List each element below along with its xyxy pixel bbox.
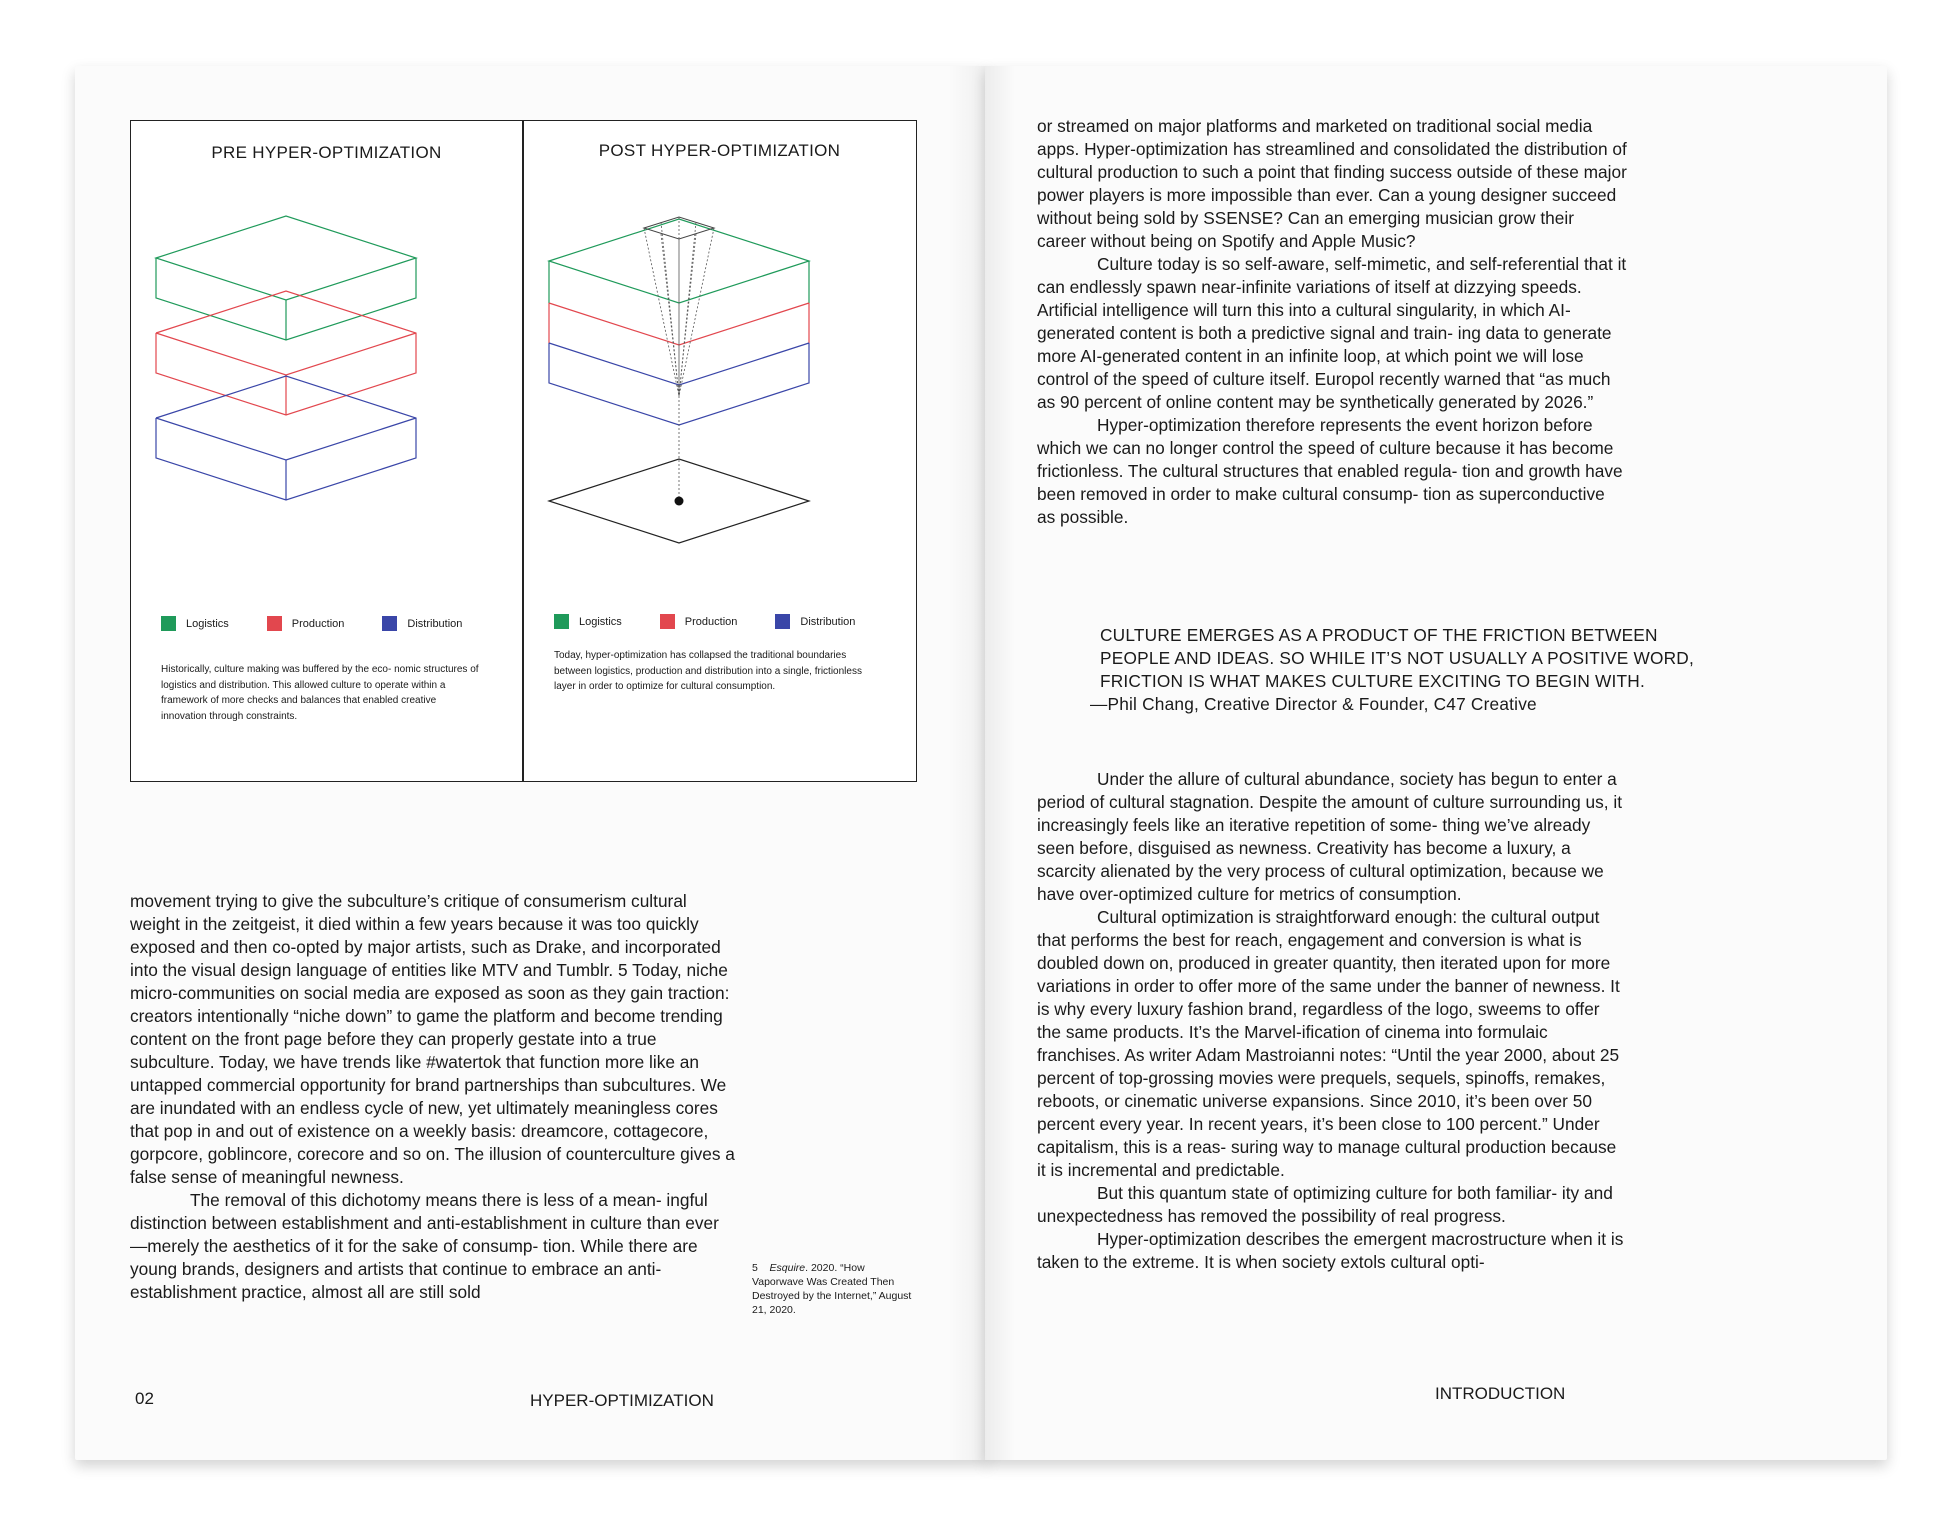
legend-item-logistics — [554, 614, 622, 629]
diagram-figure — [130, 120, 917, 782]
footnote-text: . 2020. “How Vaporwave Was Created Then Destroyed by the Internet,” August 21, 2020. — [752, 1262, 912, 1316]
page-number: 02 — [135, 1389, 154, 1408]
paragraph: The removal of this dichotomy means there is less of a mean- ingful distinction between establishment and anti-establishment in culture than ever—merely the aesthetics of it for the sake of consump- tion. While there are young brands, designers and artists that continue to embrace an anti-establishment practice, almost all are still sold — [130, 1190, 719, 1302]
running-head: INTRODUCTION — [1435, 1384, 1566, 1403]
legend-item-production — [660, 614, 738, 629]
legend-item-logistics — [161, 616, 229, 631]
paragraph: movement trying to give the subculture’s critique of consumerism cultural weight in the zeitgeist, it died within a few years because it was too quickly exposed and then co-opted by major artists, such as Drake, and incorporated into the visual design language of entities like MTV and Tumblr. 5 Today, niche micro-communities on social media are exposed as soon as they gain traction: creators intentionally “niche down” to game the platform and become trending content on the front page before they can properly gestate into a true subculture. Today, we have trends like #watertok that function more like an untapped commercial opportunity for brand partnerships than subcultures. We are inundated with an endless cycle of new, yet ultimately meaningless cores that pop in and out of existence on a weekly basis: dreamcore, cottagecore, gorpcore, goblincore, corecore and so on. The illusion of counterculture gives a false sense of meaningful newness. — [130, 891, 735, 1187]
legend-label: Logistics — [579, 615, 622, 628]
post-panel — [524, 121, 915, 781]
paragraph: Hyper-optimization therefore represents the event horizon before which we can no longer control the speed of culture because it has become frictionless. The cultural structures that enabled regula- tion and growth have been removed in order to make cultural consump- tion as superconductive as possible. — [1037, 415, 1623, 527]
pull-quote-line: PEOPLE AND IDEAS. SO WHILE IT’S NOT USUALLY A POSITIVE WORD, — [1100, 648, 1694, 668]
gutter-shadow — [985, 66, 1015, 1460]
post-legend — [554, 614, 893, 629]
funnel-lines — [644, 217, 714, 499]
legend-label: Distribution — [407, 617, 463, 630]
legend-label: Distribution — [800, 615, 856, 628]
pre-panel — [131, 121, 522, 781]
paragraph: Cultural optimization is straightforward enough: the cultural output that performs the best for reach, engagement and conversion is what is doubled down on, produced in greater quantity, then iterated upon for more variations in order to offer more of the same under the banner of newness. It is why every luxury fashion brand, regardless of the logo, sweems to offer the same products. It’s the Marvel-ification of cinema into formulaic franchises. As writer Adam Mastroianni notes: “Until the year 2000, about 25 percent of top-grossing movies were prequels, sequels, spinoffs, remakes, reboots, or cinematic universe expansions. Since 2010, it’s been over 50 percent every year. In recent years, it’s been close to 100 percent.” Under capitalism, this is a reas- suring way to manage cultural production because it is incremental and predictable. — [1037, 907, 1620, 1180]
right-page — [985, 66, 1887, 1460]
post-caption: Today, hyper-optimization has collapsed the traditional boundaries between logistics, production and distribution into a single, frictionless layer in order to optimize for cultural consumption. — [554, 650, 862, 693]
running-head: HYPER-OPTIMIZATION — [530, 1391, 714, 1410]
footnote-number: 5 — [752, 1262, 758, 1274]
legend-item-production — [267, 616, 345, 631]
footnote-source: Esquire — [769, 1262, 806, 1274]
left-page — [75, 66, 988, 1460]
legend-item-distribution — [382, 616, 462, 631]
paragraph: Under the allure of cultural abundance, society has begun to enter a period of cultural stagnation. Despite the amount of culture surrounding us, it increasingly feels like an iterative repetition of some- thing we’ve already seen before, disguised as newness. Creativity has become a luxury, a scarcity alienated by the very process of cultural optimization, because we have over-optimized culture for metrics of consumption. — [1037, 769, 1623, 904]
pre-panel-title: PRE HYPER-OPTIMIZATION — [211, 143, 442, 162]
pre-caption: Historically, culture making was buffered by the eco- nomic structures of logistics and distribution. This allowed culture to operate within a framework of more checks and balances that enabled creative innovation through constraints. — [161, 664, 479, 722]
pre-legend — [161, 616, 500, 631]
logistics-swatch — [161, 616, 176, 631]
footnote — [752, 1261, 912, 1317]
legend-label: Production — [684, 615, 738, 628]
pre-logistics-layer — [156, 216, 416, 340]
pre-layers-diagram — [131, 121, 522, 581]
legend-label: Production — [291, 617, 345, 630]
legend-label: Logistics — [186, 617, 229, 630]
singularity-point — [675, 497, 684, 506]
paragraph: Culture today is so self-aware, self-mimetic, and self-referential that it can endlessly spawn near-infinite variations of itself at dizzying speeds. Artificial intelligence will turn this into a cultural singularity, in which AI-generated content is both a predictive signal and train- ing data to generate more AI-generated content in an infinite loop, at which point we will lose control of the speed of culture itself. Europol recently warned that “as much as 90 percent of online content may be synthetically generated by 2026.” — [1037, 254, 1627, 412]
pull-quote — [1090, 624, 1694, 716]
pull-quote-line: CULTURE EMERGES AS A PRODUCT OF THE FRICTION BETWEEN — [1100, 625, 1658, 645]
gutter-shadow — [948, 66, 988, 1460]
right-body-text-top — [1037, 115, 1627, 529]
pull-quote-attribution: —Phil Chang, Creative Director & Founder, C47 Creative — [1090, 694, 1537, 714]
production-swatch — [660, 614, 675, 629]
production-swatch — [267, 616, 282, 631]
legend-item-distribution — [775, 614, 855, 629]
distribution-swatch — [382, 616, 397, 631]
logistics-swatch — [554, 614, 569, 629]
post-panel-title: POST HYPER-OPTIMIZATION — [598, 141, 841, 160]
pull-quote-line: FRICTION IS WHAT MAKES CULTURE EXCITING TO BEGIN WITH. — [1100, 671, 1645, 691]
post-layers-diagram — [524, 121, 915, 581]
right-body-text-bottom — [1037, 768, 1627, 1274]
paragraph: But this quantum state of optimizing culture for both familiar- ity and unexpectedness has removed the possibility of real progress. — [1037, 1183, 1613, 1226]
paragraph: Hyper-optimization describes the emergent macrostructure when it is taken to the extreme. It is when society extols cultural opti- — [1037, 1229, 1624, 1272]
funnel-opening — [644, 217, 714, 239]
left-body-text — [130, 890, 735, 1304]
distribution-swatch — [775, 614, 790, 629]
paragraph: or streamed on major platforms and marketed on traditional social media apps. Hyper-optimization has streamlined and consolidated the distribution of cultural production to such a point that finding success outside of these major power players is more impossible than ever. Can a young designer succeed without being sold by SSENSE? Can an emerging musician grow their career without being on Spotify and Apple Music? — [1037, 116, 1627, 251]
